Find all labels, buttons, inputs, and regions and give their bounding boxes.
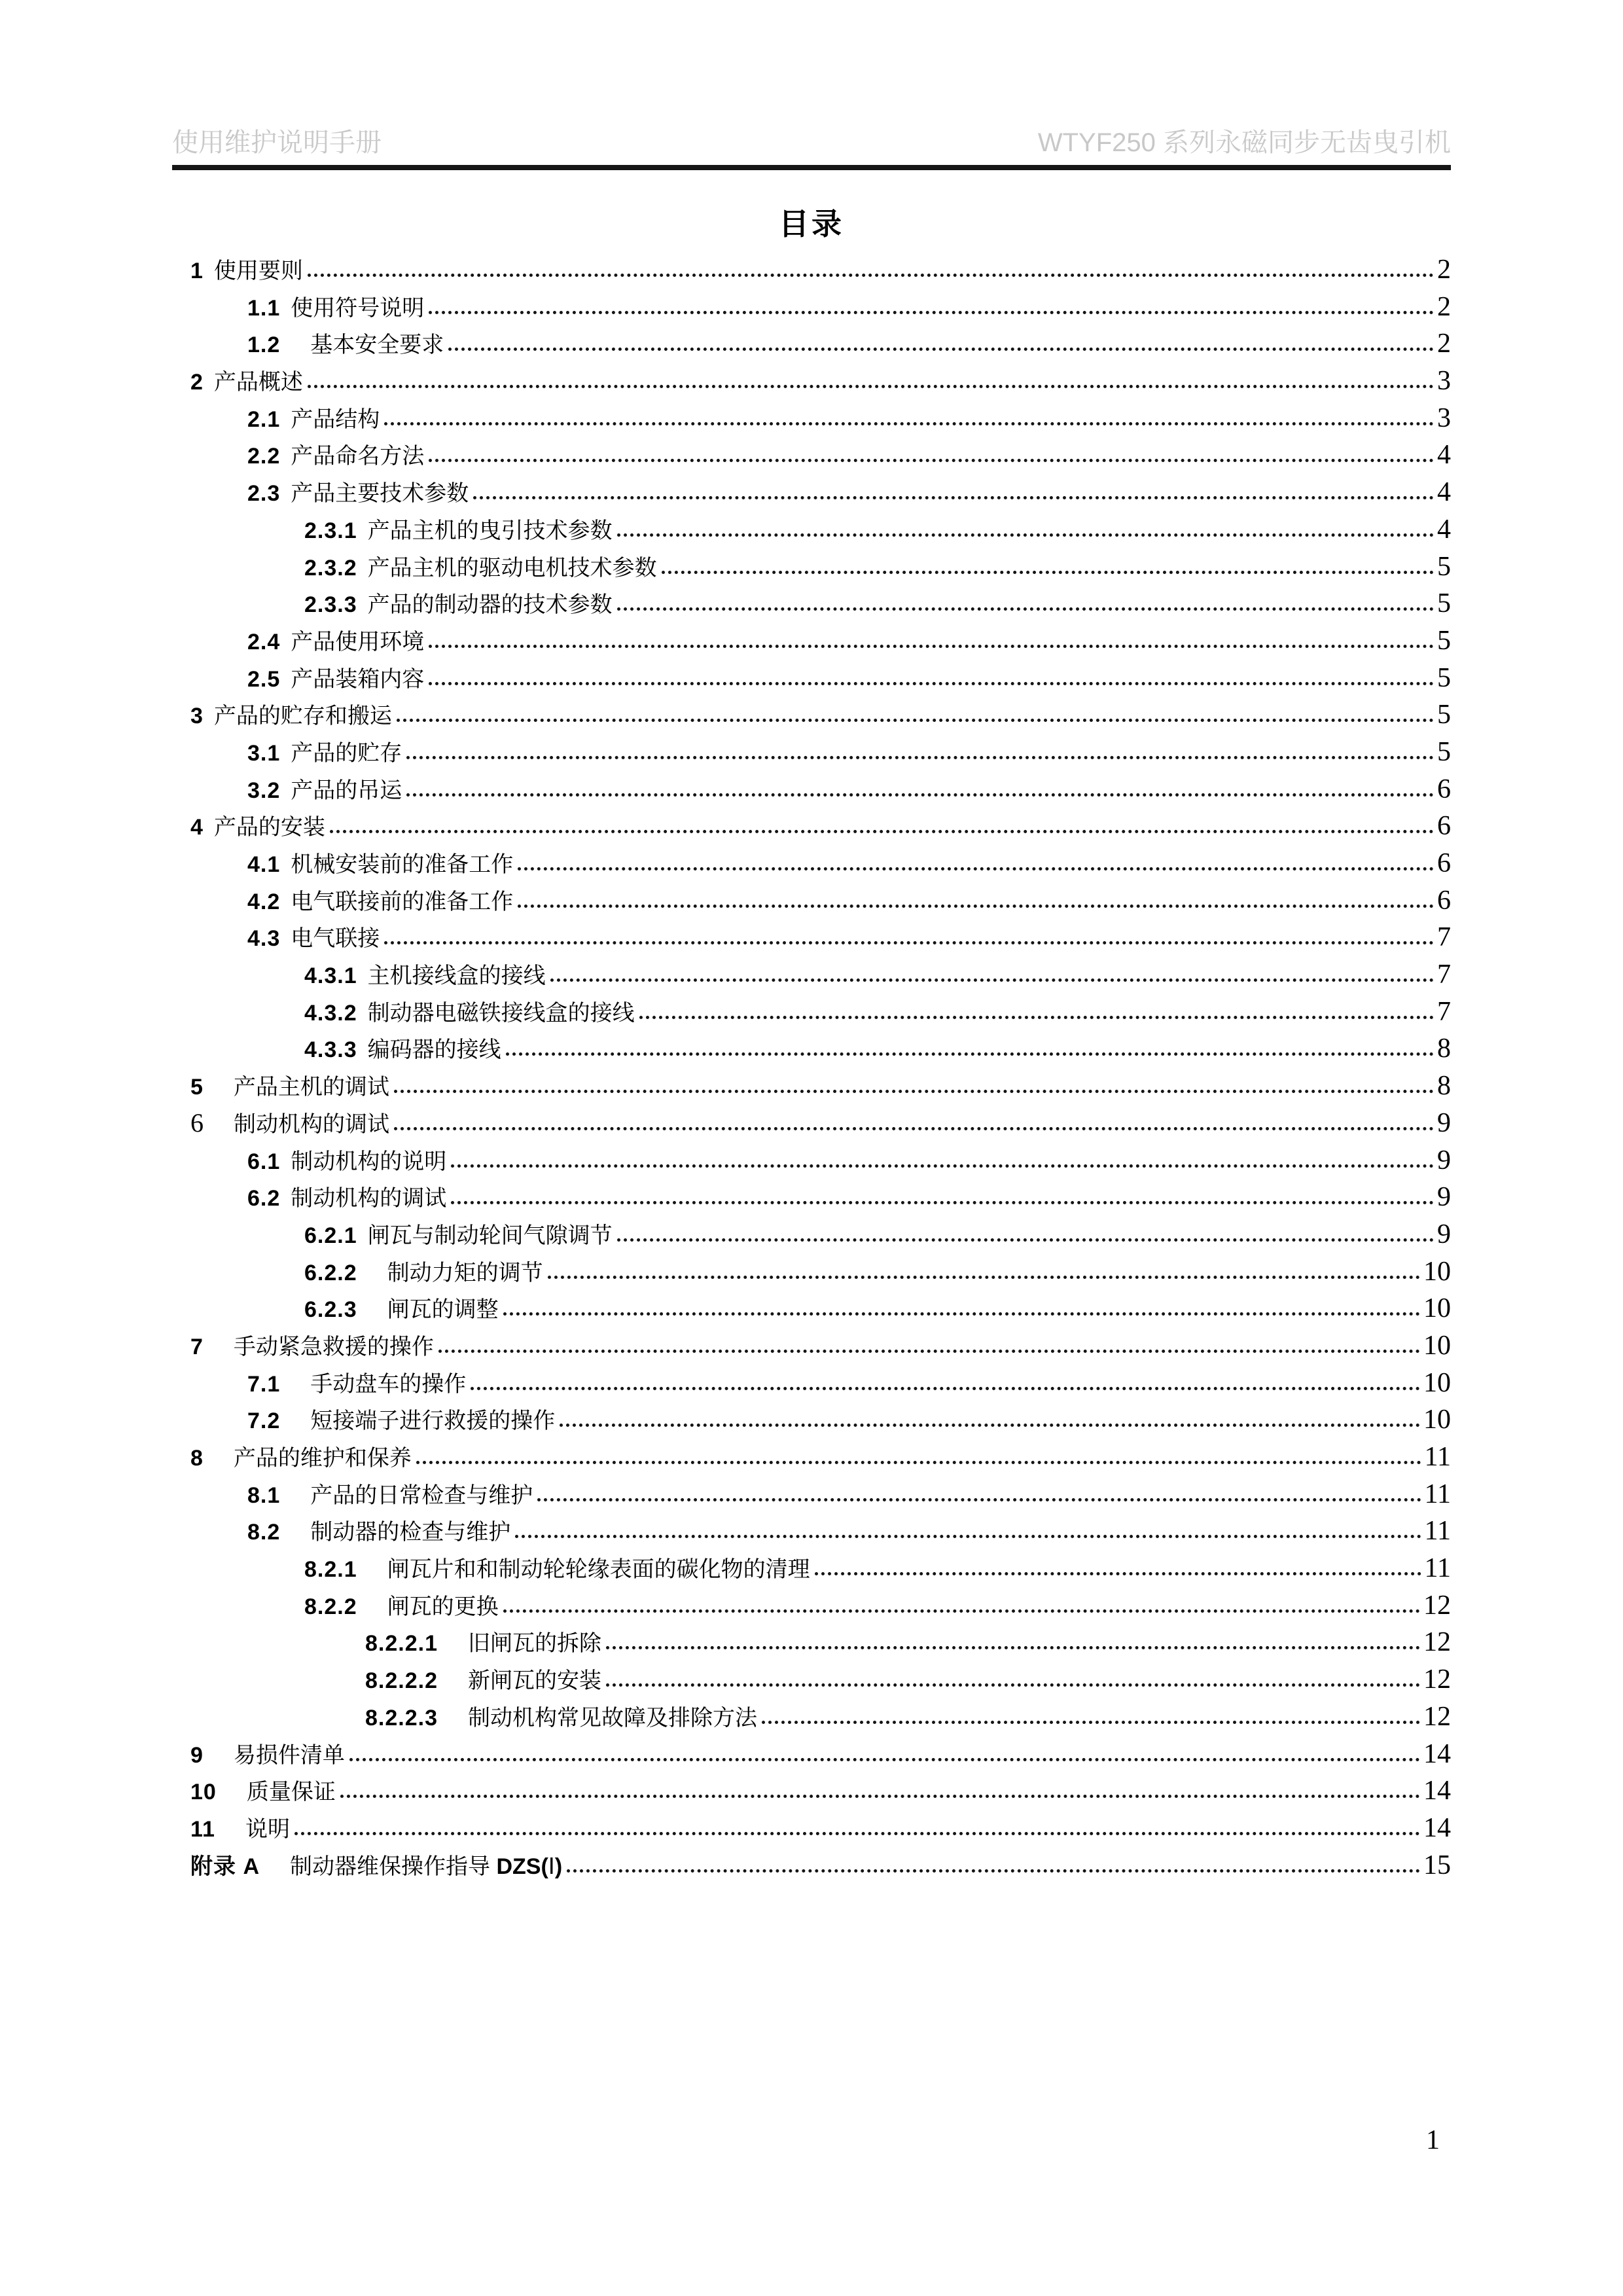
toc-entry-number: 3.2 — [247, 778, 281, 803]
toc-entry-page: 2 — [1437, 255, 1451, 285]
toc-entry-number: 8.2.2.2 — [365, 1668, 438, 1694]
toc-entry-number: 8 — [190, 1446, 204, 1471]
page-header — [172, 122, 1451, 159]
toc-dot-leader — [518, 905, 1434, 908]
header-right-title: WTYF250 系列永磁同步无齿曳引机 — [1037, 128, 1451, 157]
toc-entry-page: 7 — [1437, 960, 1451, 990]
toc-entry-page: 4 — [1437, 477, 1451, 508]
toc-entry-title: 制动器的检查与维护 — [310, 1520, 511, 1545]
toc-entry-title: 闸瓦与制动轮间气隙调节 — [367, 1223, 613, 1248]
toc-entry-page: 6 — [1437, 885, 1451, 916]
toc-dot-leader — [429, 459, 1434, 462]
header-rule — [172, 165, 1451, 170]
toc-entry-title: 制动机构的说明 — [291, 1149, 447, 1174]
toc-row[interactable] — [172, 1772, 1451, 1810]
toc-dot-leader — [448, 348, 1434, 351]
toc-dot-leader — [384, 941, 1434, 944]
toc-dot-leader — [394, 1090, 1434, 1093]
toc-row[interactable] — [172, 1179, 1451, 1216]
toc-entry-title: 电气联接 — [291, 926, 380, 952]
toc-dot-leader — [397, 719, 1434, 722]
toc-entry-number: 7.2 — [247, 1408, 281, 1434]
toc-entry-page: 5 — [1437, 625, 1451, 656]
toc-entry-title: 产品的制动器的技术参数 — [367, 592, 613, 618]
toc-entry-number: 6.2.2 — [304, 1260, 357, 1285]
toc-entry-page: 14 — [1423, 1738, 1451, 1769]
toc-entry-page: 11 — [1424, 1516, 1451, 1547]
toc-entry-number: 5 — [190, 1075, 204, 1100]
toc-entry-title: 产品主机的驱动电机技术参数 — [367, 555, 657, 581]
toc-row[interactable] — [172, 882, 1451, 920]
toc-entry-page: 15 — [1423, 1850, 1451, 1880]
toc-dot-leader — [471, 1387, 1420, 1390]
toc-entry-number: 附录 A — [190, 1854, 260, 1879]
toc-entry-title: 易损件清单 — [233, 1742, 345, 1768]
toc-entry-number: 8.2.2.3 — [365, 1705, 438, 1731]
toc-entry-page: 10 — [1423, 1330, 1451, 1361]
toc-dot-leader — [451, 1164, 1434, 1168]
toc-dot-leader — [518, 867, 1434, 870]
toc-entry-page: 4 — [1437, 440, 1451, 471]
toc-dot-leader — [429, 311, 1434, 314]
toc-dot-leader — [308, 385, 1434, 388]
toc-row[interactable] — [172, 1661, 1451, 1698]
toc-dot-leader — [550, 978, 1434, 982]
toc-title: 目录 — [779, 207, 844, 241]
toc-dot-leader — [473, 496, 1434, 499]
toc-dot-leader — [406, 756, 1434, 759]
toc-row[interactable] — [172, 1401, 1451, 1439]
toc-entry-title: 制动机构的调试 — [291, 1186, 447, 1211]
toc-row[interactable] — [172, 400, 1451, 437]
toc-entry-page: 14 — [1423, 1812, 1451, 1843]
toc-row[interactable] — [172, 474, 1451, 511]
toc-dot-leader — [506, 1052, 1434, 1056]
toc-entry-number: 7 — [190, 1334, 204, 1359]
toc-entry-number: 8.2.2.1 — [365, 1631, 438, 1657]
toc-entry-title: 产品的维护和保养 — [233, 1446, 412, 1471]
toc-dot-leader — [537, 1498, 1421, 1501]
toc-dot-leader — [384, 422, 1434, 425]
toc-entry-page: 10 — [1423, 1367, 1451, 1398]
toc-dot-leader — [548, 1276, 1420, 1279]
toc-entry-number: 2.5 — [247, 666, 281, 692]
toc-entry-title: 质量保证 — [246, 1780, 336, 1805]
toc-entry-title: 闸瓦的调整 — [387, 1297, 499, 1323]
toc-entry-title: 产品主机的调试 — [233, 1075, 389, 1100]
toc-dot-leader — [617, 1238, 1434, 1242]
toc-entry-title: 制动器维保操作指导 DZS(Ⅰ) — [290, 1854, 563, 1879]
toc-entry-page: 3 — [1437, 366, 1451, 397]
toc-entry-title: 产品的贮存 — [291, 740, 402, 766]
toc-row[interactable] — [172, 1290, 1451, 1327]
toc-row[interactable] — [172, 1439, 1451, 1476]
toc-row[interactable] — [172, 1142, 1451, 1179]
toc-row[interactable] — [172, 1030, 1451, 1067]
toc-entry-page: 9 — [1437, 1219, 1451, 1249]
toc-entry-page: 5 — [1437, 551, 1451, 582]
toc-entry-number: 4.3.3 — [304, 1037, 357, 1063]
toc-row[interactable] — [172, 511, 1451, 548]
toc-row[interactable] — [172, 363, 1451, 400]
toc-dot-leader — [429, 682, 1434, 685]
toc-row[interactable] — [172, 1736, 1451, 1773]
toc-row[interactable] — [172, 1253, 1451, 1291]
toc-entry-title: 产品主机的曳引技术参数 — [367, 518, 613, 543]
toc-entry-number: 6 — [190, 1107, 204, 1138]
toc-row[interactable] — [172, 919, 1451, 956]
toc-entry-page: 5 — [1437, 736, 1451, 767]
toc-dot-leader — [617, 607, 1434, 611]
toc-entry-title: 产品使用环境 — [291, 629, 425, 655]
toc-entry-title: 制动力矩的调节 — [387, 1260, 543, 1285]
toc-row[interactable] — [172, 956, 1451, 994]
toc-dot-leader — [560, 1424, 1420, 1427]
toc-entry-title: 旧闸瓦的拆除 — [467, 1631, 601, 1657]
toc-entry-title: 使用符号说明 — [291, 295, 425, 321]
toc-entry-number: 6.2.3 — [304, 1297, 357, 1323]
toc-entry-page: 6 — [1437, 848, 1451, 878]
toc-row[interactable] — [172, 1587, 1451, 1624]
toc-entry-title: 电气联接前的准备工作 — [291, 889, 514, 914]
toc-entry-page: 9 — [1437, 1107, 1451, 1138]
toc-entry-page: 12 — [1423, 1627, 1451, 1658]
toc-entry-title: 产品概述 — [213, 370, 303, 395]
toc-entry-title: 产品的吊运 — [291, 778, 402, 803]
toc-dot-leader — [762, 1721, 1420, 1724]
toc-entry-number: 3 — [190, 704, 204, 729]
toc-entry-page: 10 — [1423, 1293, 1451, 1324]
toc-row[interactable] — [172, 1105, 1451, 1142]
toc-row[interactable] — [172, 994, 1451, 1031]
toc-dot-leader — [515, 1535, 1421, 1538]
toc-entry-page: 10 — [1423, 1405, 1451, 1435]
toc-row[interactable] — [172, 696, 1451, 734]
toc-entry-number: 4 — [190, 815, 204, 840]
toc-row[interactable] — [172, 734, 1451, 771]
toc-row[interactable] — [172, 808, 1451, 845]
toc-entry-number: 2.1 — [247, 406, 281, 432]
toc-entry-page: 3 — [1437, 403, 1451, 433]
toc-entry-title: 产品命名方法 — [291, 444, 425, 469]
toc-dot-leader — [617, 533, 1434, 537]
toc-entry-title: 基本安全要求 — [310, 332, 444, 358]
toc-entry-number: 4.2 — [247, 889, 281, 914]
toc-dot-leader — [815, 1572, 1421, 1575]
toc-entry-number: 8.2.2 — [304, 1594, 357, 1619]
toc-dot-leader — [503, 1609, 1420, 1613]
toc-dot-leader — [394, 1127, 1434, 1130]
footer-page-number: 1 — [1426, 2125, 1440, 2155]
toc-entry-title: 手动紧急救援的操作 — [233, 1334, 434, 1359]
toc-entry-title: 手动盘车的操作 — [310, 1371, 467, 1397]
toc-entry-number: 4.3.1 — [304, 963, 357, 989]
toc-dot-leader — [567, 1869, 1420, 1873]
toc-entry-page: 5 — [1437, 588, 1451, 619]
toc-dot-leader — [429, 645, 1434, 648]
toc-entry-number: 7.1 — [247, 1371, 281, 1397]
toc-entry-number: 6.2.1 — [304, 1223, 357, 1248]
toc-row[interactable] — [172, 548, 1451, 586]
toc-row[interactable] — [172, 289, 1451, 326]
toc-entry-page: 9 — [1437, 1145, 1451, 1175]
toc-entry-number: 2.3.2 — [304, 555, 357, 581]
toc-dot-leader — [451, 1201, 1434, 1204]
toc-entry-title: 产品装箱内容 — [291, 666, 425, 692]
toc-row[interactable] — [172, 1327, 1451, 1365]
toc-row[interactable] — [172, 1847, 1451, 1884]
toc-entry-page: 12 — [1423, 1590, 1451, 1621]
toc-entry-title: 闸瓦的更换 — [387, 1594, 499, 1619]
toc-entry-page: 4 — [1437, 514, 1451, 545]
toc-entry-page: 5 — [1437, 662, 1451, 693]
toc-row[interactable] — [172, 1698, 1451, 1736]
toc-row[interactable] — [172, 437, 1451, 474]
toc-entry-page: 11 — [1424, 1553, 1451, 1584]
toc-entry-number: 2.3 — [247, 481, 281, 507]
toc-entry-number: 9 — [190, 1742, 204, 1768]
toc-row[interactable] — [172, 622, 1451, 660]
toc-row[interactable] — [172, 1550, 1451, 1587]
toc-entry-number: 1 — [190, 259, 204, 283]
toc-entry-number: 1.2 — [247, 332, 281, 358]
toc-dot-leader — [662, 571, 1434, 574]
toc-entry-title: 产品主要技术参数 — [291, 481, 469, 507]
toc-entry-page: 5 — [1437, 700, 1451, 730]
toc-entry-number: 6.1 — [247, 1149, 281, 1174]
toc-entry-page: 11 — [1424, 1442, 1451, 1472]
toc-entry-number: 8.1 — [247, 1482, 281, 1508]
toc-entry-title: 闸瓦片和和制动轮轮缘表面的碳化物的清理 — [387, 1557, 810, 1583]
toc-row[interactable] — [172, 660, 1451, 697]
toc-row[interactable] — [172, 585, 1451, 622]
toc-dot-leader — [349, 1758, 1420, 1761]
toc-entry-title: 主机接线盒的接线 — [367, 963, 546, 989]
toc-row[interactable] — [172, 845, 1451, 882]
toc-entry-page: 8 — [1437, 1071, 1451, 1102]
toc-dot-leader — [438, 1350, 1420, 1353]
toc-entry-number: 2 — [190, 370, 204, 395]
toc-entry-number: 8.2.1 — [304, 1557, 357, 1583]
toc-dot-leader — [639, 1016, 1434, 1019]
toc-entry-number: 2.4 — [247, 629, 281, 655]
table-of-contents — [172, 251, 1451, 1884]
toc-entry-page: 6 — [1437, 774, 1451, 804]
toc-row[interactable] — [172, 1476, 1451, 1513]
toc-entry-title: 制动机构常见故障及排除方法 — [467, 1705, 757, 1731]
toc-dot-leader — [503, 1312, 1420, 1316]
toc-row[interactable] — [172, 325, 1451, 363]
toc-entry-page: 11 — [1424, 1479, 1451, 1509]
toc-entry-title: 编码器的接线 — [367, 1037, 501, 1063]
toc-entry-page: 6 — [1437, 811, 1451, 842]
toc-entry-title: 短接端子进行救援的操作 — [310, 1408, 556, 1434]
toc-entry-title: 产品的安装 — [213, 815, 325, 840]
toc-entry-page: 10 — [1423, 1256, 1451, 1287]
toc-entry-page: 12 — [1423, 1701, 1451, 1732]
toc-entry-page: 2 — [1437, 329, 1451, 359]
toc-entry-page: 12 — [1423, 1664, 1451, 1695]
toc-entry-number: 4.1 — [247, 852, 281, 877]
toc-entry-title: 制动器电磁铁接线盒的接线 — [367, 1000, 635, 1026]
toc-entry-number: 4.3 — [247, 926, 281, 952]
toc-row[interactable] — [172, 1513, 1451, 1550]
toc-entry-number: 8.2 — [247, 1520, 281, 1545]
toc-entry-number: 2.3.1 — [304, 518, 357, 543]
toc-entry-title: 产品的贮存和搬运 — [213, 704, 392, 729]
toc-dot-leader — [606, 1683, 1420, 1687]
toc-dot-leader — [340, 1795, 1420, 1798]
toc-row[interactable] — [172, 1216, 1451, 1253]
toc-dot-leader — [294, 1832, 1420, 1835]
toc-entry-title: 新闸瓦的安装 — [467, 1668, 601, 1694]
toc-entry-page: 7 — [1437, 922, 1451, 953]
toc-entry-number: 3.1 — [247, 740, 281, 766]
toc-entry-number: 1.1 — [247, 295, 281, 321]
toc-entry-number: 10 — [190, 1780, 217, 1805]
toc-row[interactable] — [172, 1810, 1451, 1847]
toc-row[interactable] — [172, 1365, 1451, 1402]
toc-entry-title: 机械安装前的准备工作 — [291, 852, 514, 877]
toc-row[interactable] — [172, 1067, 1451, 1105]
toc-entry-number: 6.2 — [247, 1186, 281, 1211]
toc-entry-title: 使用要则 — [213, 259, 303, 283]
toc-dot-leader — [606, 1646, 1420, 1649]
toc-entry-title: 产品的日常检查与维护 — [310, 1482, 533, 1508]
toc-entry-page: 8 — [1437, 1033, 1451, 1064]
toc-dot-leader — [330, 830, 1434, 833]
toc-entry-number: 2.2 — [247, 444, 281, 469]
toc-entry-page: 9 — [1437, 1182, 1451, 1213]
header-left-title: 使用维护说明手册 — [172, 128, 382, 157]
toc-entry-title: 制动机构的调试 — [234, 1111, 389, 1137]
toc-entry-title: 说明 — [245, 1816, 290, 1842]
toc-entry-number: 2.3.3 — [304, 592, 357, 618]
toc-dot-leader — [308, 274, 1434, 277]
toc-entry-page: 7 — [1437, 996, 1451, 1027]
toc-entry-page: 14 — [1423, 1776, 1451, 1806]
toc-entry-page: 2 — [1437, 291, 1451, 322]
toc-dot-leader — [416, 1461, 1421, 1464]
toc-entry-number: 4.3.2 — [304, 1000, 357, 1026]
toc-entry-title: 产品结构 — [291, 406, 380, 432]
toc-entry-number: 11 — [190, 1816, 215, 1842]
toc-row[interactable] — [172, 1624, 1451, 1661]
toc-dot-leader — [406, 793, 1434, 797]
toc-row[interactable] — [172, 251, 1451, 289]
toc-row[interactable] — [172, 771, 1451, 808]
